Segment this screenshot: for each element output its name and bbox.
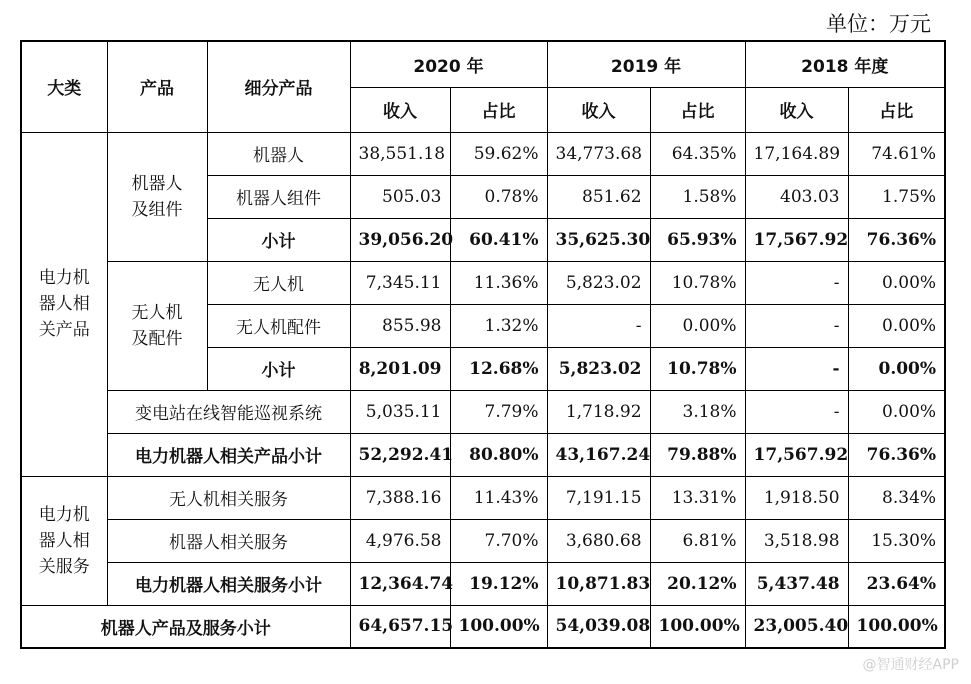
cell-value: 100.00% xyxy=(650,605,745,648)
row-label: 电力机器人相关产品小计 xyxy=(107,433,350,476)
row-label: 机器人产品及服务小计 xyxy=(21,605,350,648)
group-robot-label: 机器人 及组件 xyxy=(131,173,183,220)
group-drone-label: 无人机 及配件 xyxy=(131,302,183,349)
cell-value: 505.03 xyxy=(350,175,450,218)
cell-value: 0.00% xyxy=(848,304,945,347)
cell-value: 15.30% xyxy=(848,519,945,562)
cell-value: - xyxy=(745,304,848,347)
header-year-2019: 2019 年 xyxy=(547,41,745,87)
cell-value: 19.12% xyxy=(450,562,547,605)
cell-value: 10.78% xyxy=(650,261,745,304)
cell-value: 0.00% xyxy=(848,347,945,390)
cell-value: 6.81% xyxy=(650,519,745,562)
cell-value: 5,437.48 xyxy=(745,562,848,605)
row-label: 无人机配件 xyxy=(207,304,350,347)
row-label: 变电站在线智能巡视系统 xyxy=(107,390,350,433)
row-label: 无人机 xyxy=(207,261,350,304)
cell-value: 7,191.15 xyxy=(547,476,650,519)
cell-value: 851.62 xyxy=(547,175,650,218)
category-products xyxy=(21,132,107,476)
cell-value: 4,976.58 xyxy=(350,519,450,562)
group-robot xyxy=(107,132,207,261)
cell-value: 39,056.20 xyxy=(350,218,450,261)
cell-value: 76.36% xyxy=(848,433,945,476)
cell-value: 3,518.98 xyxy=(745,519,848,562)
cell-value: 1.58% xyxy=(650,175,745,218)
cell-value: 0.00% xyxy=(650,304,745,347)
cell-value: 64,657.15 xyxy=(350,605,450,648)
cell-value: - xyxy=(745,390,848,433)
cell-value: 60.41% xyxy=(450,218,547,261)
header-year-2018: 2018 年度 xyxy=(745,41,945,87)
row-label: 机器人 xyxy=(207,132,350,175)
cell-value: 7,345.11 xyxy=(350,261,450,304)
cell-value: 7.70% xyxy=(450,519,547,562)
cell-value: 855.98 xyxy=(350,304,450,347)
header-revenue: 收入 xyxy=(547,87,650,132)
group-drone xyxy=(107,261,207,390)
header-share: 占比 xyxy=(650,87,745,132)
cell-value: 65.93% xyxy=(650,218,745,261)
cell-value: 5,823.02 xyxy=(547,347,650,390)
category-services-label: 电力机 器人相 关服务 xyxy=(38,504,90,577)
cell-value: 0.78% xyxy=(450,175,547,218)
cell-value: 8,201.09 xyxy=(350,347,450,390)
cell-value: 23.64% xyxy=(848,562,945,605)
cell-value: 100.00% xyxy=(848,605,945,648)
cell-value: 74.61% xyxy=(848,132,945,175)
header-year-2020: 2020 年 xyxy=(350,41,547,87)
cell-value: 7,388.16 xyxy=(350,476,450,519)
category-services xyxy=(21,476,107,605)
header-subproduct: 细分产品 xyxy=(207,41,350,132)
category-products-label: 电力机 器人相 关产品 xyxy=(38,268,90,340)
cell-value: 35,625.30 xyxy=(547,218,650,261)
cell-value: 38,551.18 xyxy=(350,132,450,175)
cell-value: 17,567.92 xyxy=(745,433,848,476)
header-share: 占比 xyxy=(450,87,547,132)
table-row xyxy=(21,476,945,519)
table-row xyxy=(21,261,945,304)
cell-value: 3,680.68 xyxy=(547,519,650,562)
cell-value: 1,718.92 xyxy=(547,390,650,433)
table-row-total xyxy=(21,605,945,648)
table-row xyxy=(21,519,945,562)
cell-value: 11.36% xyxy=(450,261,547,304)
cell-value: 80.80% xyxy=(450,433,547,476)
cell-value: 0.00% xyxy=(848,390,945,433)
cell-value: 3.18% xyxy=(650,390,745,433)
header-product: 产品 xyxy=(107,41,207,132)
cell-value: 23,005.40 xyxy=(745,605,848,648)
cell-value: 5,035.11 xyxy=(350,390,450,433)
cell-value: 64.35% xyxy=(650,132,745,175)
cell-value: 43,167.24 xyxy=(547,433,650,476)
table-row xyxy=(21,132,945,175)
cell-value: 52,292.41 xyxy=(350,433,450,476)
cell-value: 7.79% xyxy=(450,390,547,433)
header-revenue: 收入 xyxy=(745,87,848,132)
row-label: 电力机器人相关服务小计 xyxy=(107,562,350,605)
row-label: 机器人组件 xyxy=(207,175,350,218)
cell-value: 76.36% xyxy=(848,218,945,261)
cell-value: 34,773.68 xyxy=(547,132,650,175)
cell-value: 100.00% xyxy=(450,605,547,648)
table-row-subtotal xyxy=(21,433,945,476)
cell-value: 5,823.02 xyxy=(547,261,650,304)
cell-value: 59.62% xyxy=(450,132,547,175)
cell-value: 1,918.50 xyxy=(745,476,848,519)
cell-value: 17,164.89 xyxy=(745,132,848,175)
cell-value: 10.78% xyxy=(650,347,745,390)
cell-value: 403.03 xyxy=(745,175,848,218)
cell-value: - xyxy=(745,347,848,390)
cell-value: 0.00% xyxy=(848,261,945,304)
header-category: 大类 xyxy=(21,41,107,132)
row-label: 无人机相关服务 xyxy=(107,476,350,519)
cell-value: 11.43% xyxy=(450,476,547,519)
cell-value: 10,871.83 xyxy=(547,562,650,605)
cell-value: 12.68% xyxy=(450,347,547,390)
cell-value: - xyxy=(547,304,650,347)
header-share: 占比 xyxy=(848,87,945,132)
row-label: 小计 xyxy=(207,347,350,390)
cell-value: 1.75% xyxy=(848,175,945,218)
cell-value: 79.88% xyxy=(650,433,745,476)
unit-label: 单位：万元 xyxy=(826,12,931,36)
watermark: @智通财经APP xyxy=(862,657,959,673)
table-row-subtotal xyxy=(21,562,945,605)
cell-value: 54,039.08 xyxy=(547,605,650,648)
cell-value: 8.34% xyxy=(848,476,945,519)
revenue-table xyxy=(20,40,946,649)
cell-value: 12,364.74 xyxy=(350,562,450,605)
cell-value: 17,567.92 xyxy=(745,218,848,261)
cell-value: - xyxy=(745,261,848,304)
header-row-years xyxy=(21,41,945,87)
header-revenue: 收入 xyxy=(350,87,450,132)
cell-value: 20.12% xyxy=(650,562,745,605)
table-row xyxy=(21,390,945,433)
cell-value: 1.32% xyxy=(450,304,547,347)
cell-value: 13.31% xyxy=(650,476,745,519)
row-label: 机器人相关服务 xyxy=(107,519,350,562)
row-label: 小计 xyxy=(207,218,350,261)
